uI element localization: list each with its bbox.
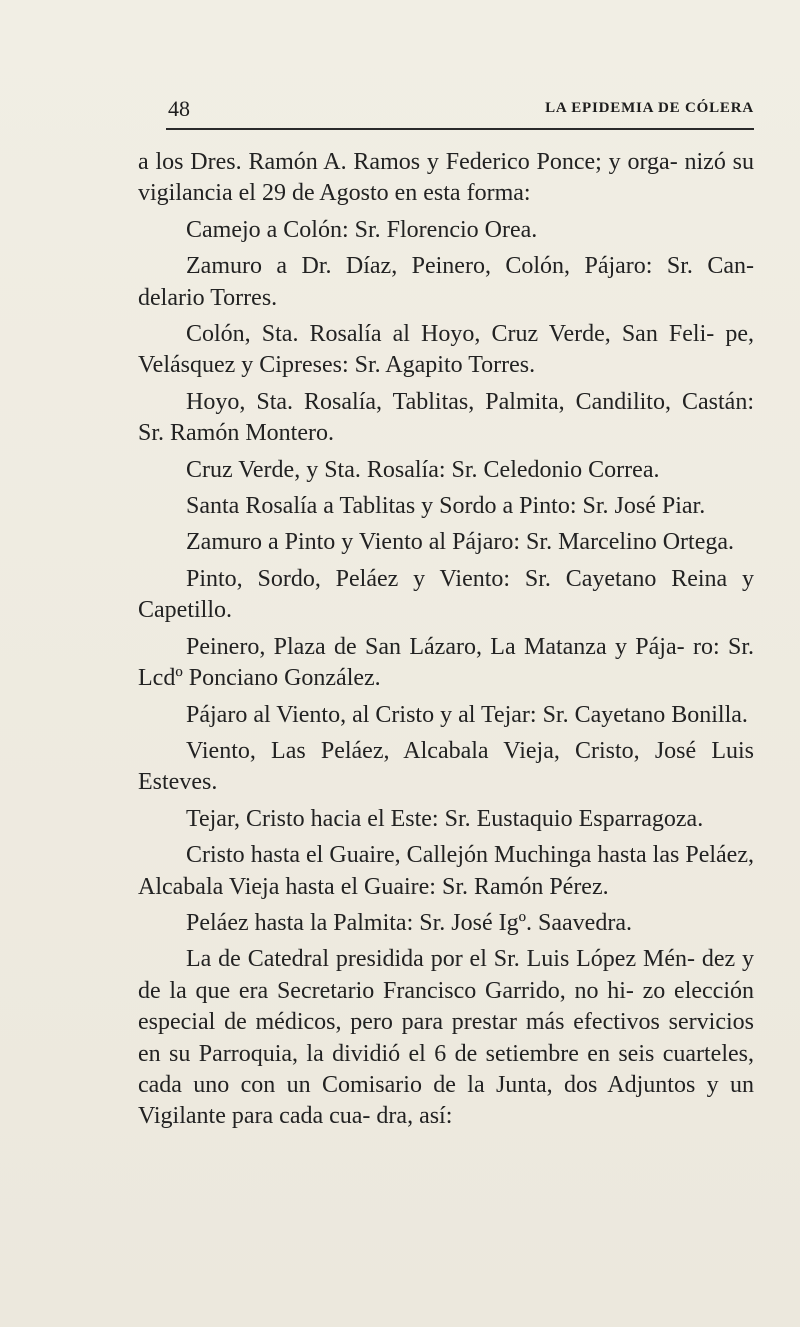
paragraph: Colón, Sta. Rosalía al Hoyo, Cruz Verde, San Feli- pe, Velásquez y Cipreses: Sr. Agapito Torres. bbox=[138, 321, 754, 379]
paragraph: Santa Rosalía a Tablitas y Sordo a Pinto: Sr. José Piar. bbox=[186, 493, 706, 520]
paragraph: Cruz Verde, y Sta. Rosalía: Sr. Celedonio Correa. bbox=[186, 456, 660, 483]
paragraph: Zamuro a Dr. Díaz, Peinero, Colón, Pájaro: Sr. Can- delario Torres. bbox=[138, 253, 754, 311]
paragraph: Camejo a Colón: Sr. Florencio Orea. bbox=[186, 216, 538, 243]
paragraph: Peláez hasta la Palmita: Sr. José Igº. Saavedra. bbox=[186, 909, 632, 936]
paragraph: a los Dres. Ramón A. Ramos y Federico Ponce; y orga- nizó su vigilancia el 29 de Agosto en esta forma: bbox=[138, 149, 754, 207]
paragraph: Pinto, Sordo, Peláez y Viento: Sr. Cayetano Reina y Capetillo. bbox=[138, 565, 754, 624]
running-title: LA EPIDEMIA DE CÓLERA bbox=[545, 100, 754, 116]
running-head bbox=[168, 96, 754, 126]
paragraph: Viento, Las Peláez, Alcabala Vieja, Cristo, José Luis Esteves. bbox=[138, 737, 754, 796]
paragraph: Zamuro a Pinto y Viento al Pájaro: Sr. Marcelino Ortega. bbox=[186, 529, 734, 556]
paragraph: Pájaro al Viento, al Cristo y al Tejar: Sr. Cayetano Bonilla. bbox=[186, 701, 748, 728]
header-rule bbox=[166, 128, 754, 130]
paragraph: Hoyo, Sta. Rosalía, Tablitas, Palmita, Candilito, Castán: Sr. Ramón Montero. bbox=[138, 388, 754, 447]
paragraph: Peinero, Plaza de San Lázaro, La Matanza y Pája- ro: Sr. Lcdº Ponciano González. bbox=[138, 633, 754, 692]
paragraph: La de Catedral presidida por el Sr. Luis López Mén- dez y de la que era Secretario Francisco Garrido, no hi- zo elección especial de médicos, pero para prestar más efectivos servicios en su Parroquia, la dividió el 6 de setiembre en seis cuarteles, cada uno con un Comisario de la Junta, dos Adjuntos y un Vigilante para cada cua- dra, así: bbox=[138, 946, 754, 1130]
body-text bbox=[138, 147, 754, 1138]
paragraph: Tejar, Cristo hacia el Este: Sr. Eustaquio Esparragoza. bbox=[186, 805, 704, 832]
page-number: 48 bbox=[168, 96, 190, 121]
paragraph: Cristo hasta el Guaire, Callejón Muchinga hasta las Peláez, Alcabala Vieja hasta el Guaire: Sr. Ramón Pérez. bbox=[138, 842, 754, 900]
